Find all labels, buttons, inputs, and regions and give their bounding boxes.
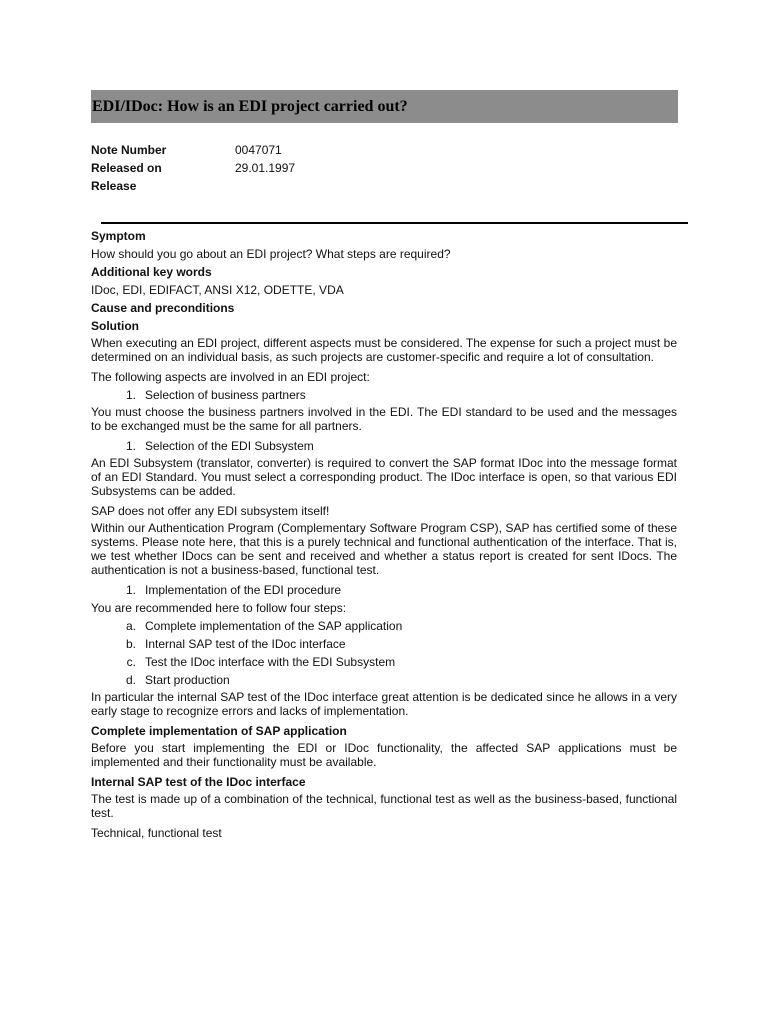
list-item-text: Implementation of the EDI procedure [145,583,342,597]
meta-label: Released on [91,161,162,175]
section-heading: Solution [91,319,139,333]
section-heading: Symptom [91,229,146,243]
list-item [91,617,677,635]
list-item-text: Complete implementation of the SAP application [145,619,403,633]
list-marker: d. [125,673,136,687]
section-heading: Cause and preconditions [91,301,235,315]
list-item-text: Test the IDoc interface with the EDI Subsystem [145,655,396,669]
paragraph: You must choose the business partners involved in the EDI. The EDI standard to be used and the messages to be exchanged must be the same for all partners. [91,405,677,433]
paragraph: Before you start implementing the EDI or IDoc functionality, the affected SAP applications must be implemented and their functionality must be available. [91,741,677,769]
note-body [91,227,677,842]
title-bar [91,90,678,123]
paragraph: In particular the internal SAP test of the IDoc interface great attention is be dedicated since he allows in a very early stage to recognize errors and lacks of implementation. [91,690,677,718]
paragraph: The following aspects are involved in an EDI project: [91,370,370,384]
paragraph: SAP does not offer any EDI subsystem itself! [91,504,330,518]
section-heading: Additional key words [91,265,212,279]
section-heading: Internal SAP test of the IDoc interface [91,775,306,789]
meta-label: Release [91,179,137,193]
list-marker: 1. [125,583,136,597]
paragraph: When executing an EDI project, different aspects must be considered. The expense for such a project must be determined on an individual basis, as such projects are customer-specific and require a lot of consultation. [91,336,677,364]
paragraph: How should you go about an EDI project? What steps are required? [91,247,451,261]
meta-row-released-on [91,159,295,177]
paragraph: IDoc, EDI, EDIFACT, ANSI X12, ODETTE, VDA [91,283,344,297]
list-marker: 1. [125,388,136,402]
list-marker: 1. [125,439,136,453]
list-item [91,581,677,599]
meta-label: Note Number [91,143,167,157]
list-item-text: Start production [145,673,230,687]
list-item-text: Internal SAP test of the IDoc interface [145,637,346,651]
paragraph: Within our Authentication Program (Complementary Software Program CSP), SAP has certified some of these systems. Please note here, that this is a purely technical and functional authentication of the interface. That is, we test whether IDocs can be sent and received and whether a status report is created for sent IDocs. The authentication is not a business-based, functional test. [91,521,677,577]
horizontal-divider [101,222,688,224]
meta-value: 0047071 [235,143,282,157]
paragraph: Technical, functional test [91,826,222,840]
list-marker: b. [125,637,136,651]
page-title: EDI/IDoc: How is an EDI project carried out? [92,98,408,115]
list-item [91,437,677,455]
list-item-text: Selection of the EDI Subsystem [145,439,314,453]
list-item [91,635,677,653]
meta-value: 29.01.1997 [235,161,296,175]
paragraph: The test is made up of a combination of the technical, functional test as well as the business-based, functional test. [91,792,677,820]
meta-row-release [91,177,295,195]
paragraph: An EDI Subsystem (translator, converter) is required to convert the SAP format IDoc into the message format of an EDI Standard. You must select a corresponding product. The IDoc interface is open, so that various EDI Subsystems can be added. [91,456,677,498]
list-marker: c. [126,655,136,669]
list-item [91,671,677,689]
section-heading: Complete implementation of SAP application [91,724,347,738]
list-marker: a. [125,619,136,633]
list-item [91,653,677,671]
meta-row-note-number [91,141,295,159]
list-item-text: Selection of business partners [145,388,306,402]
paragraph: You are recommended here to follow four steps: [91,601,347,615]
list-item [91,386,677,404]
note-metadata [91,141,295,195]
